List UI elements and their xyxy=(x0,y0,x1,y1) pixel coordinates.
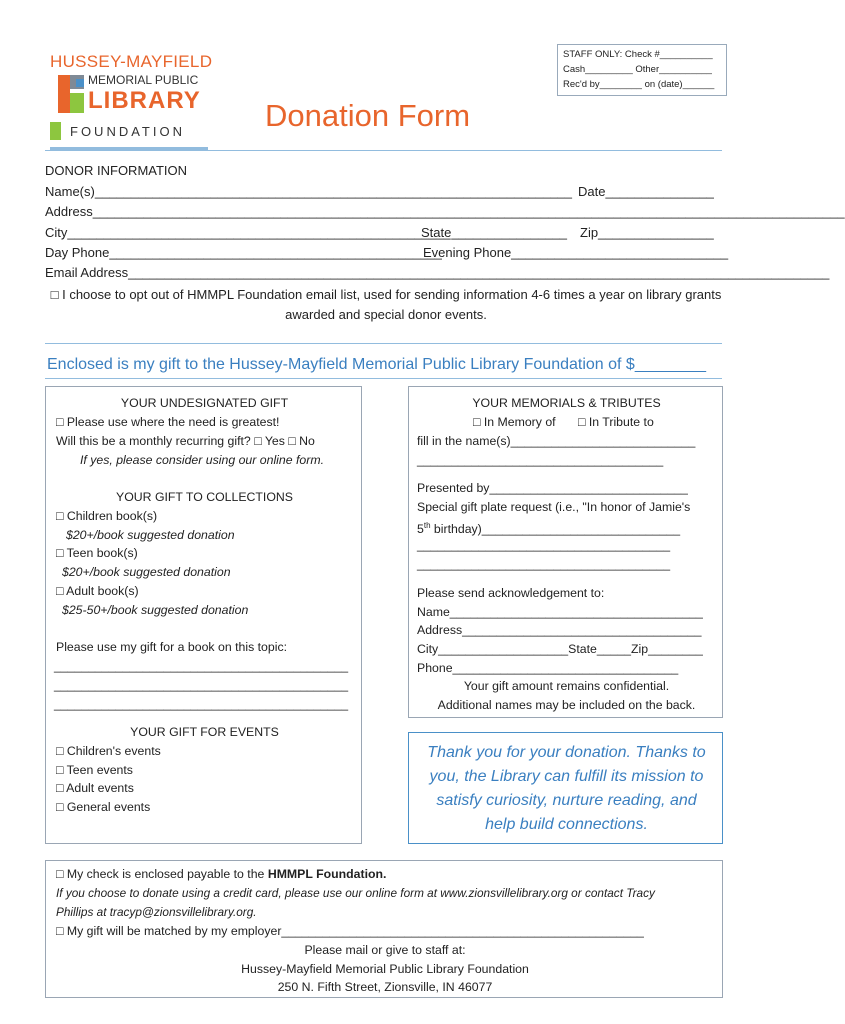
left-gift-options-box xyxy=(45,386,362,844)
memorials-heading: YOUR MEMORIALS & TRIBUTES xyxy=(472,396,661,410)
logo-line-1: HUSSEY-MAYFIELD xyxy=(50,52,213,71)
children-books-note: $20+/book suggested donation xyxy=(66,528,235,542)
address-field[interactable]: Address________________________________________________________________________________________________________ xyxy=(45,204,845,219)
ack-city-state-zip-field[interactable]: City___________________State_____Zip________ xyxy=(417,642,703,656)
logo-foundation-label: FOUNDATION xyxy=(70,123,185,139)
names-field[interactable]: Name(s)__________________________________________________________________ xyxy=(45,184,573,199)
need-greatest-checkbox[interactable]: □ Please use where the need is greatest! xyxy=(56,415,280,429)
recurring-gift-question[interactable]: Will this be a monthly recurring gift? □ Yes □ No xyxy=(56,434,315,448)
thank-you-box xyxy=(408,732,723,844)
children-events-checkbox[interactable]: □ Children's events xyxy=(56,744,161,758)
ack-phone-field[interactable]: Phone_________________________________ xyxy=(417,661,679,675)
collections-heading: YOUR GIFT TO COLLECTIONS xyxy=(116,490,293,504)
logo-green-block xyxy=(70,93,84,113)
logo-foundation-block xyxy=(50,122,61,140)
plate-day-suffix: th xyxy=(423,521,431,530)
payment-info-box xyxy=(45,860,723,998)
honoree-name-field[interactable]: fill in the name(s)___________________________ xyxy=(417,434,696,448)
thanks-line-1: Thank you for your donation. Thanks to xyxy=(427,744,706,761)
email-field[interactable]: Email Address_________________________________________________________________________________________________ xyxy=(45,265,830,280)
in-tribute-checkbox[interactable]: □ In Tribute to xyxy=(578,415,654,429)
foundation-logo xyxy=(50,53,220,121)
book-topic-line-3[interactable]: ___________________________________________ xyxy=(54,697,349,711)
logo-line-2: MEMORIAL PUBLIC xyxy=(88,73,199,87)
acknowledgement-label: Please send acknowledgement to: xyxy=(417,586,605,600)
staff-received-line: Rec'd by________ on (date)______ xyxy=(563,79,715,90)
gift-divider xyxy=(45,378,722,379)
gift-amount-field[interactable]: Enclosed is my gift to the Hussey-Mayfield Memorial Public Library Foundation of $________ xyxy=(47,356,706,373)
date-field[interactable]: Date_______________ xyxy=(578,184,714,199)
honoree-name-line-2[interactable]: ____________________________________ xyxy=(417,453,664,467)
book-topic-label: Please use my gift for a book on this topic: xyxy=(56,640,288,654)
check-payee: HMMPL Foundation. xyxy=(267,867,387,881)
undesignated-heading: YOUR UNDESIGNATED GIFT xyxy=(120,396,289,410)
gift-plate-line-2[interactable]: _____________________________________ xyxy=(417,538,671,552)
staff-check-line: STAFF ONLY: Check #__________ xyxy=(563,49,713,60)
presented-by-field[interactable]: Presented by_____________________________ xyxy=(417,481,688,495)
gift-plate-label: Special gift plate request (i.e., "In honor of Jamie's xyxy=(417,500,691,514)
staff-only-box xyxy=(557,44,727,96)
state-field[interactable]: State________________ xyxy=(421,225,568,240)
check-enclosed-checkbox[interactable] xyxy=(56,866,386,882)
city-field[interactable]: City_____________________________________________________ xyxy=(45,225,451,240)
confidential-note: Your gift amount remains confidential. xyxy=(463,679,670,693)
mail-instructions: Please mail or give to staff at: xyxy=(304,943,466,957)
top-divider xyxy=(45,150,722,151)
logo-foundation xyxy=(50,122,185,140)
middle-divider xyxy=(45,343,722,344)
staff-cash-line: Cash_________ Other__________ xyxy=(563,64,712,75)
gift-plate-line-3[interactable]: _____________________________________ xyxy=(417,557,671,571)
adult-events-checkbox[interactable]: □ Adult events xyxy=(56,781,134,795)
org-name: Hussey-Mayfield Memorial Public Library Foundation xyxy=(241,962,529,976)
thanks-line-4: help build connections. xyxy=(485,816,648,833)
check-enclosed-label: □ My check is enclosed payable to the xyxy=(56,867,268,881)
general-events-checkbox[interactable]: □ General events xyxy=(56,800,151,814)
events-heading: YOUR GIFT FOR EVENTS xyxy=(130,725,279,739)
book-topic-line-1[interactable]: ___________________________________________ xyxy=(54,659,349,673)
teen-books-note: $20+/book suggested donation xyxy=(62,565,231,579)
credit-card-contact: Phillips at tracyp@zionsvillelibrary.org. xyxy=(56,905,257,919)
plate-day: 5 xyxy=(417,522,424,537)
teen-events-checkbox[interactable]: □ Teen events xyxy=(56,763,133,777)
logo-blue-block xyxy=(76,79,84,87)
credit-card-note: If you choose to donate using a credit card, please use our online form at www.zionsvillelibrary.org or contact Tracy xyxy=(56,886,655,900)
ack-name-field[interactable]: Name_____________________________________ xyxy=(417,605,703,619)
page-title: Donation Form xyxy=(265,98,471,133)
optout-checkbox[interactable]: □ I choose to opt out of HMMPL Foundation email list, used for sending information 4-6 times a year on library grants awarded and special donor events. xyxy=(50,287,722,322)
online-form-note: If yes, please consider using our online form. xyxy=(80,453,325,467)
adult-books-checkbox[interactable]: □ Adult book(s) xyxy=(56,584,139,598)
in-memory-checkbox[interactable]: □ In Memory of xyxy=(473,415,556,429)
book-topic-line-2[interactable]: ___________________________________________ xyxy=(54,678,349,692)
ack-address-field[interactable]: Address___________________________________ xyxy=(417,623,702,637)
thank-you-message xyxy=(409,741,724,837)
children-books-checkbox[interactable]: □ Children book(s) xyxy=(56,509,158,523)
logo-orange-block xyxy=(58,75,70,113)
gift-plate-field[interactable] xyxy=(417,518,680,537)
employer-match-checkbox[interactable]: □ My gift will be matched by my employer_____________________________________________________ xyxy=(56,924,644,938)
additional-names-note: Additional names may be included on the back. xyxy=(437,698,696,712)
memorials-box xyxy=(408,386,723,718)
logo-line-3: LIBRARY xyxy=(88,87,201,114)
day-phone-field[interactable]: Day Phone______________________________________________ xyxy=(45,245,442,260)
plate-birthday-line: birthday)_____________________________ xyxy=(430,522,681,537)
zip-field[interactable]: Zip________________ xyxy=(580,225,714,240)
org-address: 250 N. Fifth Street, Zionsville, IN 46077 xyxy=(277,980,493,994)
evening-phone-field[interactable]: Evening Phone______________________________ xyxy=(423,245,729,260)
thanks-line-3: satisfy curiosity, nurture reading, and xyxy=(436,792,697,809)
teen-books-checkbox[interactable]: □ Teen book(s) xyxy=(56,546,138,560)
donor-info-heading: DONOR INFORMATION xyxy=(45,163,188,178)
thanks-line-2: you, the Library can fulfill its mission to xyxy=(429,768,704,785)
adult-books-note: $25-50+/book suggested donation xyxy=(62,603,249,617)
